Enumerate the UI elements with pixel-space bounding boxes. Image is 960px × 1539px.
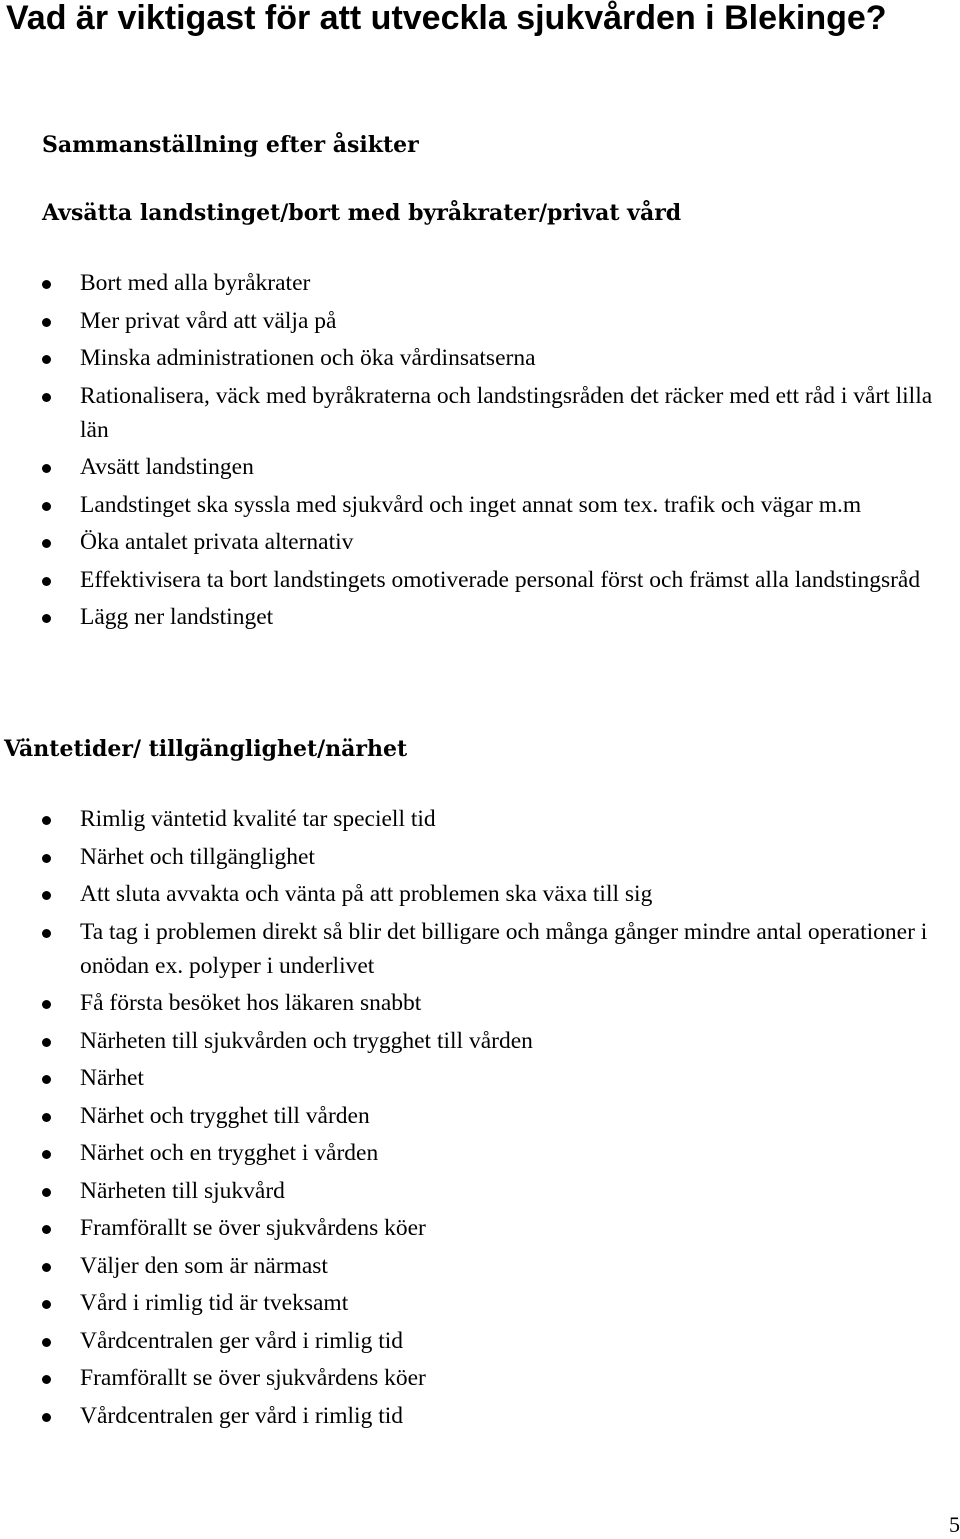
- bullet-icon: [42, 614, 51, 623]
- list-item: [0, 1324, 960, 1358]
- list-item: [0, 915, 960, 983]
- bullet-icon: [42, 1000, 51, 1009]
- bullet-icon: [42, 1263, 51, 1272]
- list-item: [0, 1061, 960, 1095]
- section-heading-administration: Avsätta landstinget/bort med byråkrater/privat vård: [42, 200, 682, 226]
- list-item: [0, 1174, 960, 1208]
- list-item-text: Avsätt landstingen: [80, 454, 254, 480]
- list-item: [0, 1361, 960, 1395]
- list-item: [0, 488, 960, 522]
- bullet-icon: [42, 1113, 51, 1122]
- list-item-text: Få första besöket hos läkaren snabbt: [80, 990, 422, 1016]
- list-item: [0, 450, 960, 484]
- list-item-text: Närhet och trygghet till vården: [80, 1102, 370, 1129]
- bullet-icon: [42, 577, 51, 586]
- bullet-icon: [42, 1150, 51, 1159]
- list-item: [0, 341, 960, 375]
- bullet-icon: [42, 816, 51, 825]
- list-item-text: Att sluta avvakta och vänta på att problemen ska växa till sig: [80, 881, 653, 907]
- list-item: [0, 986, 960, 1020]
- bullet-icon: [42, 1225, 51, 1234]
- page-number: 5: [949, 1512, 960, 1537]
- list-item-text: Öka antalet privata alternativ: [80, 529, 354, 555]
- list-item-text: Vård i rimlig tid är tveksamt: [80, 1290, 349, 1316]
- list-item-text: Ta tag i problemen direkt så blir det billigare och många gånger mindre antal operationer i onödan ex. polyper i underlivet: [80, 918, 928, 979]
- list-item-text: Vårdcentralen ger vård i rimlig tid: [80, 1402, 403, 1429]
- list-item-text: Närhet: [80, 1065, 144, 1091]
- list-item: [0, 1024, 960, 1058]
- list-item: [0, 525, 960, 559]
- bullet-icon: [42, 929, 51, 938]
- opinion-list-waiting-times: [0, 802, 960, 1436]
- list-item-text: Lägg ner landstinget: [80, 604, 274, 630]
- bullet-icon: [42, 854, 51, 863]
- list-item: [0, 304, 960, 338]
- list-item-text: Landstinget ska syssla med sjukvård och inget annat som tex. trafik och vägar m.m: [80, 491, 862, 518]
- list-item-text: Närheten till sjukvård: [80, 1177, 285, 1204]
- bullet-icon: [42, 1075, 51, 1084]
- list-item-text: Mer privat vård att välja på: [80, 307, 337, 334]
- list-item: [0, 802, 960, 836]
- list-item: [0, 1399, 960, 1433]
- list-item: [0, 840, 960, 874]
- list-item: [0, 563, 960, 597]
- list-item-text: Effektivisera ta bort landstingets omotiverade personal först och främst alla landstingsråd: [80, 566, 921, 593]
- list-item: [0, 1099, 960, 1133]
- bullet-icon: [42, 502, 51, 511]
- list-item: [0, 600, 960, 634]
- list-item-text: Rimlig väntetid kvalité tar speciell tid: [80, 806, 436, 832]
- list-item: [0, 1136, 960, 1170]
- bullet-icon: [42, 393, 51, 402]
- bullet-icon: [42, 1413, 51, 1422]
- list-item-text: Vårdcentralen ger vård i rimlig tid: [80, 1327, 403, 1354]
- list-item: [0, 379, 960, 447]
- bullet-icon: [42, 1188, 51, 1197]
- list-item-text: Närhet och tillgänglighet: [80, 843, 315, 870]
- list-item-text: Framförallt se över sjukvårdens köer: [80, 1365, 426, 1391]
- bullet-icon: [42, 318, 51, 327]
- summary-heading: Sammanställning efter åsikter: [42, 132, 419, 158]
- list-item-text: Närheten till sjukvården och trygghet till vården: [80, 1027, 533, 1054]
- bullet-icon: [42, 891, 51, 900]
- list-item-text: Väljer den som är närmast: [80, 1252, 328, 1279]
- page-title: Vad är viktigast för att utveckla sjukvården i Blekinge?: [6, 0, 887, 37]
- list-item: [0, 1249, 960, 1283]
- list-item-text: Närhet och en trygghet i vården: [80, 1140, 379, 1166]
- bullet-icon: [42, 1038, 51, 1047]
- list-item-text: Rationalisera, väck med byråkraterna och landstingsråden det räcker med ett råd i vårt lilla län: [80, 382, 933, 443]
- bullet-icon: [42, 280, 51, 289]
- list-item: [0, 266, 960, 300]
- list-item-text: Framförallt se över sjukvårdens köer: [80, 1215, 426, 1241]
- bullet-icon: [42, 1338, 51, 1347]
- list-item: [0, 877, 960, 911]
- bullet-icon: [42, 539, 51, 548]
- bullet-icon: [42, 355, 51, 364]
- list-item: [0, 1286, 960, 1320]
- bullet-icon: [42, 464, 51, 473]
- bullet-icon: [42, 1375, 51, 1384]
- opinion-list-administration: [0, 266, 960, 638]
- bullet-icon: [42, 1300, 51, 1309]
- list-item-text: Minska administrationen och öka vårdinsatserna: [80, 345, 536, 371]
- list-item: [0, 1211, 960, 1245]
- section-heading-waiting-times: Väntetider/ tillgänglighet/närhet: [4, 736, 408, 762]
- list-item-text: Bort med alla byråkrater: [80, 270, 311, 296]
